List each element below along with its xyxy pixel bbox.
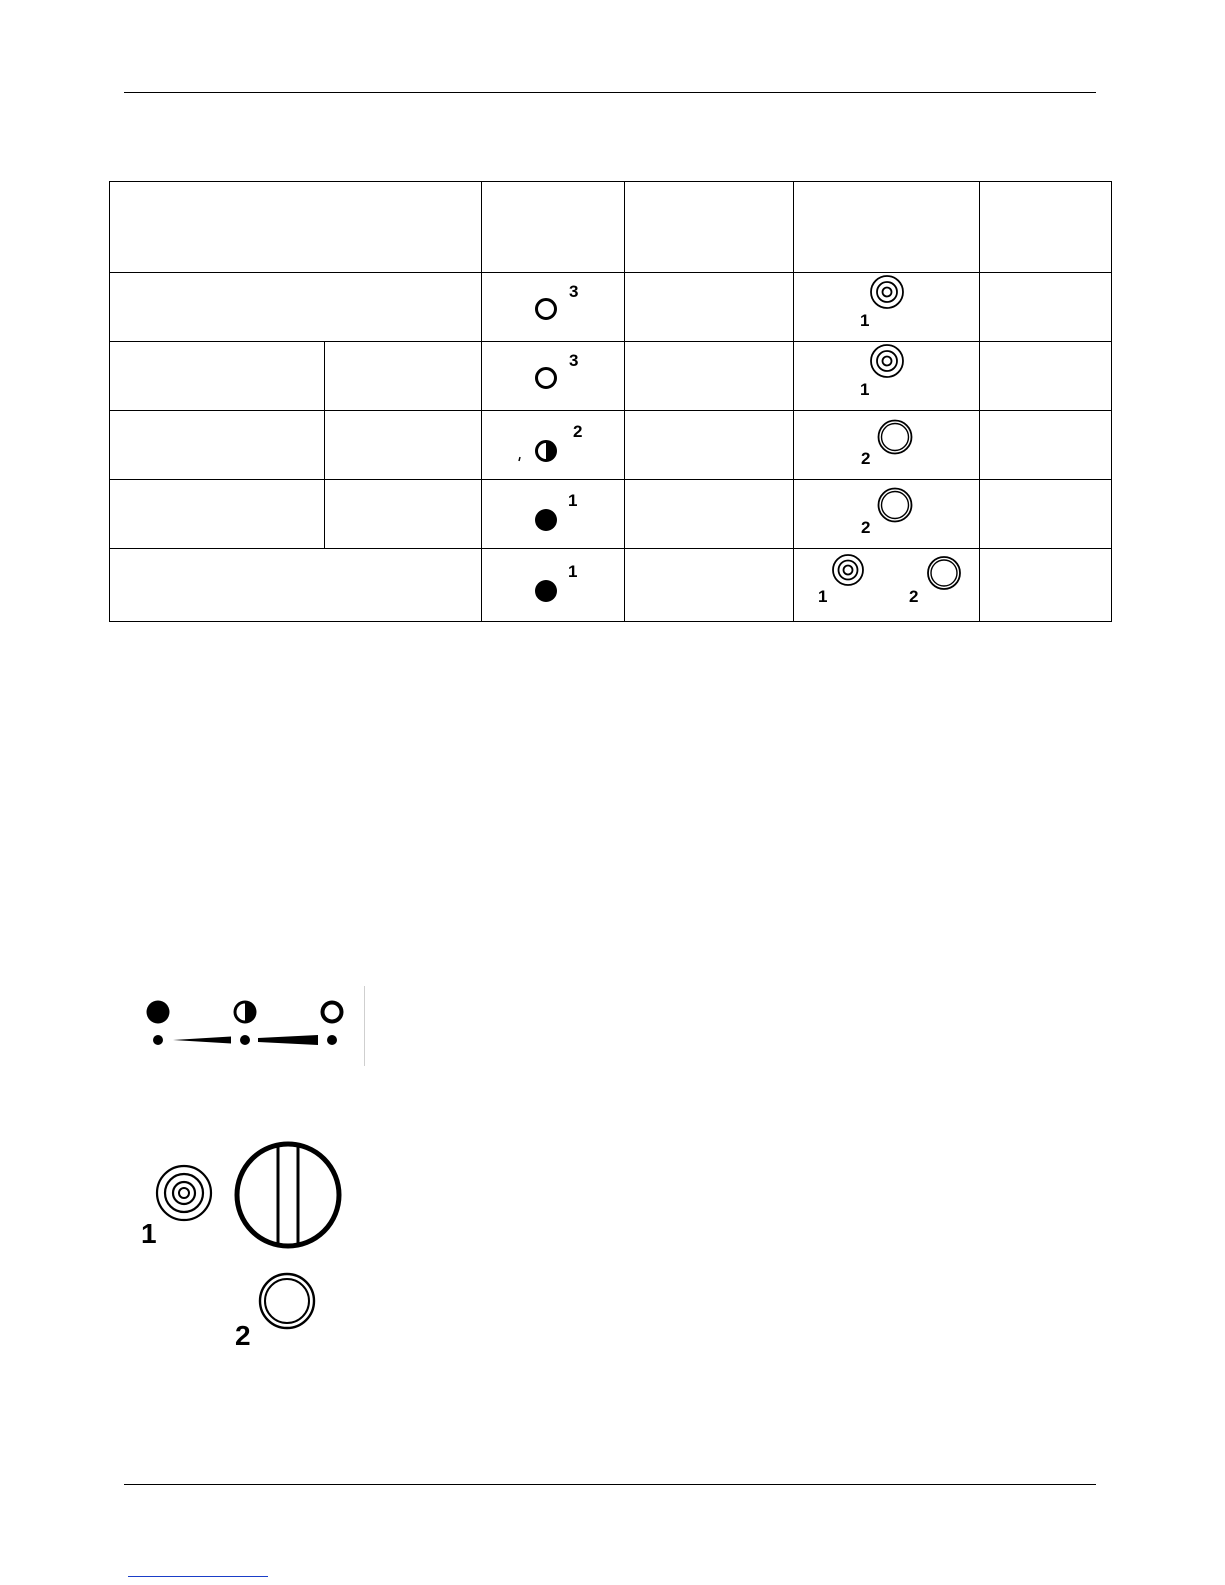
burner-number: 2 — [861, 518, 871, 537]
burner-cell — [794, 549, 980, 622]
burner-number: 1 — [860, 311, 870, 330]
footer-rule — [124, 1484, 1096, 1485]
table-row — [110, 549, 1112, 622]
label-cell — [110, 273, 482, 342]
empty-cell — [625, 549, 794, 622]
level-cell — [482, 549, 625, 622]
burner-cell — [794, 273, 980, 342]
burner-number: 1 — [818, 587, 828, 606]
level-cell — [482, 411, 625, 480]
sublabel-cell — [325, 411, 482, 480]
control-knob-icon — [237, 1144, 339, 1246]
empty-cell — [980, 342, 1112, 411]
half-circle-icon — [235, 1002, 255, 1022]
header-cell — [625, 182, 794, 273]
burner-legend — [135, 1135, 365, 1355]
burner-cell — [794, 480, 980, 549]
double-ring-burner-icon — [928, 557, 960, 589]
level-cell — [482, 480, 625, 549]
dot-icon — [240, 1035, 250, 1045]
empty-cell — [980, 273, 1112, 342]
double-ring-burner-icon — [794, 480, 980, 548]
label-cell — [110, 342, 325, 411]
table-row — [110, 480, 1112, 549]
level-number: 2 — [573, 422, 583, 441]
empty-cell — [625, 480, 794, 549]
level-number: 3 — [569, 282, 579, 301]
level-cell — [482, 273, 625, 342]
empty-circle-icon — [482, 342, 625, 410]
label-cell — [110, 411, 325, 480]
empty-circle-icon — [323, 1003, 342, 1022]
dot-icon — [327, 1035, 337, 1045]
triple-ring-burner-icon — [833, 555, 863, 585]
header-rule — [124, 92, 1096, 93]
triple-ring-burner-icon — [794, 273, 980, 341]
table-row — [110, 411, 1112, 480]
header-cell — [794, 182, 980, 273]
wedge-icon — [173, 1037, 231, 1044]
empty-cell — [980, 480, 1112, 549]
table-header-row — [110, 182, 1112, 273]
burner-number: 2 — [909, 587, 919, 606]
filled-circle-icon — [482, 549, 625, 621]
half-circle-icon — [482, 411, 625, 479]
table-row — [110, 342, 1112, 411]
burner-number: 1 — [141, 1218, 157, 1249]
triple-ring-burner-icon — [157, 1166, 211, 1220]
burner-settings-table — [109, 181, 1112, 622]
sublabel-cell — [325, 480, 482, 549]
burner-cell — [794, 411, 980, 480]
empty-cell — [980, 549, 1112, 622]
empty-cell — [625, 411, 794, 480]
level-cell — [482, 342, 625, 411]
flame-level-legend — [140, 990, 360, 1050]
burner-number: 1 — [860, 380, 870, 399]
triple-ring-burner-icon — [794, 342, 980, 410]
burner-pair-icons — [794, 549, 980, 621]
burner-number: 2 — [861, 449, 871, 468]
header-cell — [980, 182, 1112, 273]
dot-icon — [153, 1035, 163, 1045]
double-ring-burner-icon — [794, 411, 980, 479]
sublabel-cell — [325, 342, 482, 411]
empty-cell — [625, 342, 794, 411]
header-cell — [482, 182, 625, 273]
filled-circle-icon — [147, 1001, 170, 1024]
separator — [364, 986, 365, 1066]
label-cell — [110, 480, 325, 549]
empty-cell — [980, 411, 1112, 480]
level-number: 1 — [568, 562, 578, 581]
wedge-icon — [258, 1035, 318, 1045]
table-row — [110, 273, 1112, 342]
footer-link-underline[interactable] — [128, 1576, 268, 1577]
burner-number: 2 — [235, 1320, 251, 1351]
label-cell — [110, 549, 482, 622]
level-number: 1 — [568, 491, 578, 510]
level-number: 3 — [569, 351, 579, 370]
double-ring-burner-icon — [260, 1274, 314, 1328]
filled-circle-icon — [482, 480, 625, 548]
burner-cell — [794, 342, 980, 411]
empty-circle-icon — [482, 273, 625, 341]
empty-cell — [625, 273, 794, 342]
header-cell — [110, 182, 482, 273]
